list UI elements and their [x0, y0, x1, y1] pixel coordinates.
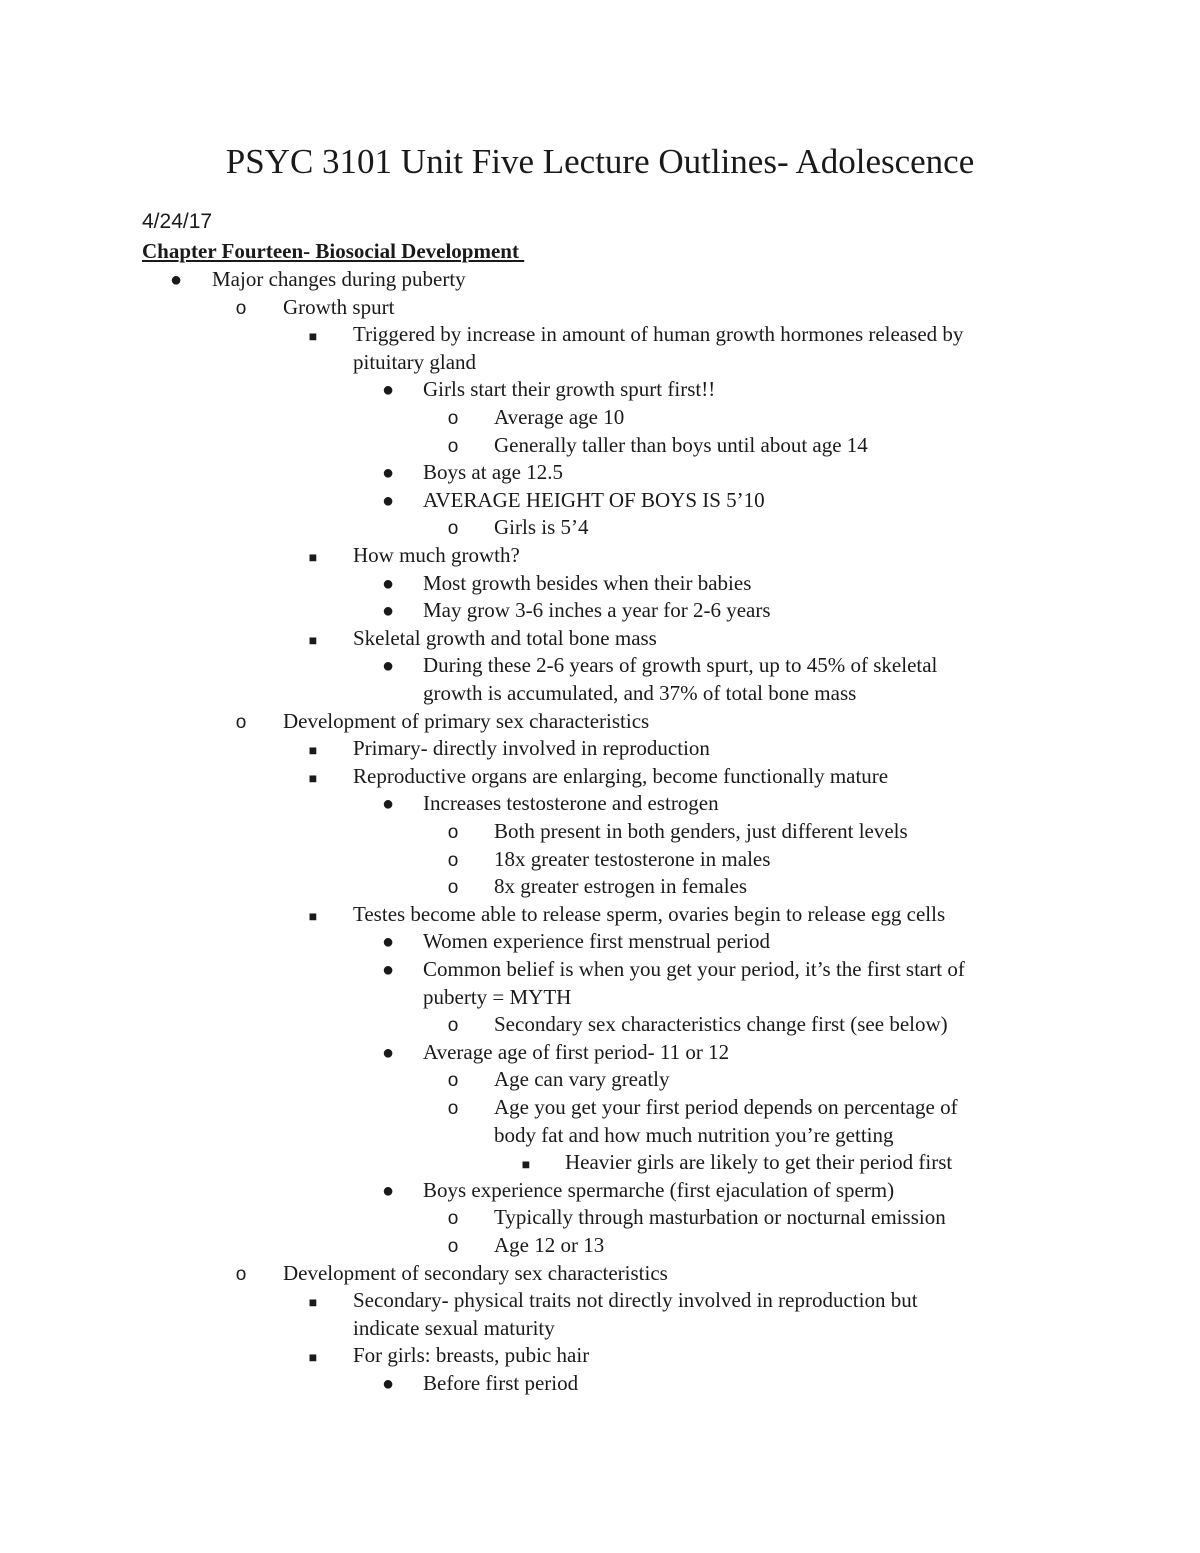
bullet-dot-icon — [376, 1176, 400, 1205]
outline-item-level-4: Girls is 5’4 — [494, 515, 589, 540]
outline-item-level-4: 8x greater estrogen in females — [494, 874, 748, 899]
bullet-square-icon — [301, 762, 325, 794]
bullet-square-icon — [301, 541, 325, 573]
outline-item-level-3: Boys experience spermarche (first ejaculation of sperm) — [423, 1177, 895, 1202]
bullet-circle-icon — [441, 1010, 465, 1040]
outline-item-level-3: AVERAGE HEIGHT OF BOYS IS 5’10 — [423, 487, 765, 512]
bullet-dot-icon — [376, 955, 400, 984]
bullet-square-icon — [301, 624, 325, 656]
bullet-dot-icon — [376, 458, 400, 487]
bullet-dot-icon — [376, 596, 400, 625]
outline-item-level-3: May grow 3-6 inches a year for 2-6 years — [423, 598, 771, 623]
bullet-dot-icon — [376, 375, 400, 404]
outline-item-level-3: Boys at age 12.5 — [423, 460, 563, 485]
bullet-square-icon — [301, 900, 325, 932]
bullet-circle-icon — [441, 513, 465, 543]
outline-item-level-2: For girls: breasts, pubic hair — [353, 1343, 590, 1368]
bullet-dot-icon — [376, 1038, 400, 1067]
bullet-dot-icon — [376, 789, 400, 818]
outline-item-level-2: Triggered by increase in amount of human growth hormones released by — [353, 322, 964, 347]
outline-item-level-4: body fat and how much nutrition you’re getting — [494, 1122, 894, 1147]
bullet-circle-icon — [229, 707, 253, 737]
outline-item-level-2: pituitary gland — [353, 349, 477, 374]
outline-item-level-3: Average age of first period- 11 or 12 — [423, 1039, 730, 1064]
bullet-circle-icon — [441, 1065, 465, 1095]
bullet-square-icon — [301, 1341, 325, 1373]
bullet-circle-icon — [441, 1231, 465, 1261]
outline-item-level-3: Common belief is when you get your period, it’s the first start of — [423, 957, 965, 981]
outline-item-level-1: Development of secondary sex characteristics — [283, 1260, 668, 1285]
bullet-circle-icon — [229, 293, 253, 323]
outline-item-level-2: Reproductive organs are enlarging, become functionally mature — [353, 763, 889, 788]
outline-item-level-2: Skeletal growth and total bone mass — [353, 625, 657, 650]
outline-item-level-3: Most growth besides when their babies — [423, 570, 752, 595]
outline-item-level-4: Age you get your first period depends on percentage of — [494, 1095, 958, 1119]
outline-item-level-2: Testes become able to release sperm, ovaries begin to release egg cells — [353, 901, 946, 926]
bullet-dot-icon — [376, 651, 400, 680]
outline-item-level-4: Average age 10 — [494, 405, 625, 429]
bullet-circle-icon — [441, 1093, 465, 1123]
outline-item-level-5: Heavier girls are likely to get their period first — [565, 1150, 953, 1175]
outline-item-level-3: Increases testosterone and estrogen — [423, 791, 719, 816]
outline-item-level-4: Typically through masturbation or nocturnal emission — [494, 1205, 946, 1230]
outline-item-level-1: Development of primary sex characteristics — [283, 708, 650, 733]
chapter-heading: Chapter Fourteen- Biosocial Development — [142, 239, 525, 263]
bullet-circle-icon — [441, 817, 465, 847]
outline-item-level-4: Both present in both genders, just different levels — [494, 819, 908, 843]
bullet-circle-icon — [441, 1203, 465, 1233]
page-title: PSYC 3101 Unit Five Lecture Outlines- Adolescence — [225, 142, 975, 181]
outline-item-level-2: Primary- directly involved in reproduction — [353, 736, 710, 761]
outline-item-level-3: growth is accumulated, and 37% of total bone mass — [423, 681, 857, 705]
outline-item-level-4: Generally taller than boys until about age 14 — [494, 432, 868, 457]
outline-item-level-2: indicate sexual maturity — [353, 1315, 555, 1340]
bullet-circle-icon — [441, 845, 465, 875]
outline-item-level-3: Women experience first menstrual period — [423, 929, 771, 954]
bullet-square-icon — [301, 320, 325, 352]
outline-item-level-3: Girls start their growth spurt first!! — [423, 377, 716, 402]
bullet-dot-icon — [376, 486, 400, 515]
bullet-square-icon — [301, 1286, 325, 1318]
bullet-circle-icon — [441, 872, 465, 902]
bullet-dot-icon — [376, 927, 400, 956]
outline-item-level-2: Secondary- physical traits not directly involved in reproduction but — [353, 1288, 918, 1313]
outline-item-level-4: Secondary sex characteristics change first (see below) — [494, 1012, 948, 1037]
outline-item-level-3: During these 2-6 years of growth spurt, up to 45% of skeletal — [423, 653, 938, 678]
outline-item-level-1: Growth spurt — [283, 294, 395, 319]
outline-item-level-3: puberty = MYTH — [423, 984, 572, 1009]
bullet-circle-icon — [229, 1259, 253, 1289]
outline-item-level-4: Age 12 or 13 — [494, 1233, 605, 1257]
bullet-dot-icon — [376, 1369, 400, 1398]
bullet-circle-icon — [441, 403, 465, 433]
outline-item-level-3: Before first period — [423, 1371, 579, 1395]
lecture-date: 4/24/17 — [142, 210, 213, 233]
bullet-circle-icon — [441, 431, 465, 461]
bullet-dot-icon — [376, 569, 400, 598]
bullet-dot-icon — [164, 265, 188, 294]
outline-item-level-4: Age can vary greatly — [494, 1067, 670, 1092]
outline-item-level-2: How much growth? — [353, 543, 520, 567]
outline-item-level-4: 18x greater testosterone in males — [494, 846, 771, 871]
outline-item-level-0: Major changes during puberty — [212, 267, 466, 291]
